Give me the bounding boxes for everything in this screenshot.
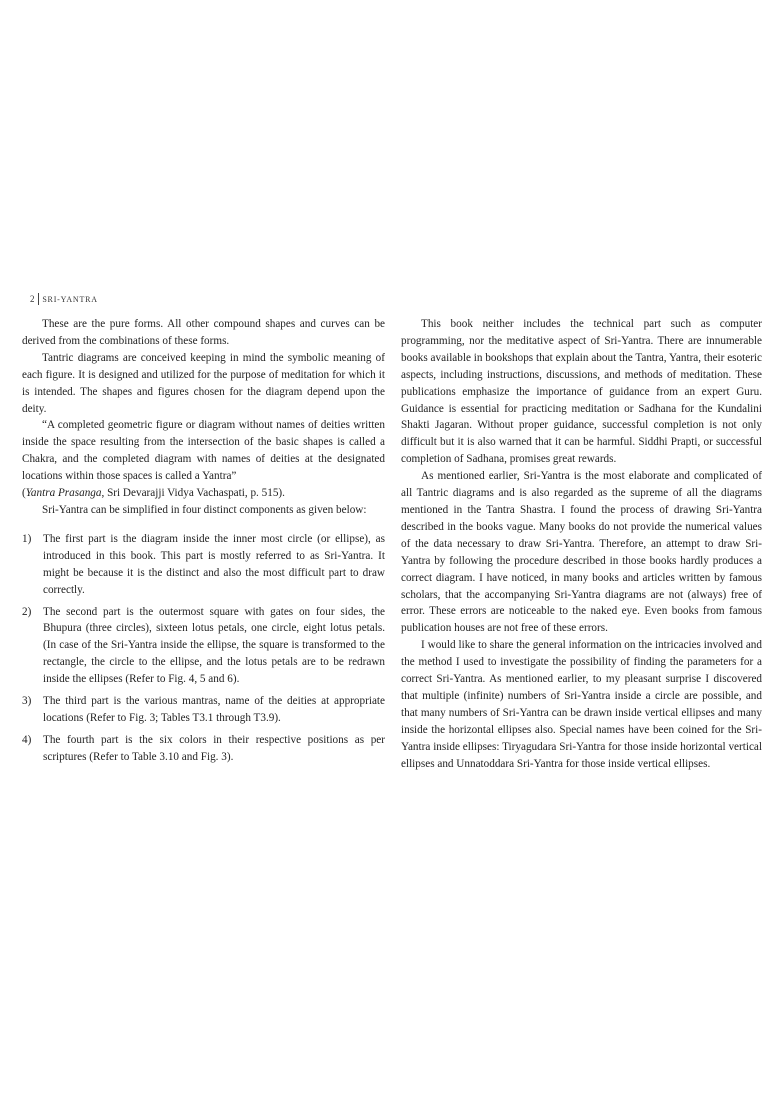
citation: (Yantra Prasanga, Sri Devarajji Vidya Vachaspati, p. 515).: [22, 487, 285, 500]
paragraph: Sri-Yantra can be simplified in four distinct components as given below:: [42, 503, 367, 516]
components-list: [22, 531, 385, 766]
paragraph: As mentioned earlier, Sri-Yantra is the most elaborate and complicated of all Tantric diagrams and is also regarded as the supreme of all the diagrams mentioned in the Tantra Shastra. I found the process of drawing Sri-Yantra described in the books vague. Many books do not provide the numerical values of the data necessary to draw Sri-Yantra. Therefore, an attempt to draw Sri-Yantra by following the procedure described in those books hardly produces a correct diagram. I have noticed, in many books and articles written by famous scholars, that the accompanying Sri-Yantra diagrams are not (always) free of error. These errors are noticeable to the naked eye. Even books from famous publication houses are not free of these errors.: [401, 470, 762, 635]
paragraph: This book neither includes the technical part such as computer programming, nor the meditative aspect of Sri-Yantra. There are innumerable books available in bookshops that explain about the Tantra, Yantra, their esoteric aspects, including instructions, discussions, and methods of meditation. These publications emphasize the importance of guidance from an expert Guru. Guidance is essential for practicing meditation or Sadhana for the Kundalini Shakti Jagaran. Without proper guidance, successful completion is not only difficult but it is also warned that it can be harmful. Siddhi Prapti, or successful completion of Sadhana, promises great rewards.: [401, 318, 762, 466]
list-item-text: The third part is the various mantras, name of the deities at appropriate locations (Refer to Fig. 3; Tables T3.1 through T3.9).: [43, 695, 385, 724]
page-number: 2: [30, 294, 36, 304]
list-item: [22, 604, 385, 689]
list-item-number: 1): [22, 532, 32, 545]
list-item: [22, 732, 385, 766]
list-item-number: 3): [22, 695, 32, 708]
left-column: [22, 316, 385, 771]
paragraph: I would like to share the general information on the intricacies involved and the method I used to investigate the possibility of finding the parameters for a correct Sri-Yantra. As mentioned earlier, to my pleasant surprise I discovered that multiple (infinite) numbers of Sri-Yantra inside a circle are possible, and that many numbers of Sri-Yantra can be drawn inside vertical ellipses and many inside the horizontal ellipses also. Special names have been coined for the Sri-Yantra inside ellipses: Tiryagudara Sri-Yantra for those inside horizontal vertical ellipses and Unnatoddara Sri-Yantra for those inside vertical ellipses.: [401, 639, 762, 770]
running-title: SRI-YANTRA: [42, 294, 98, 304]
list-item-text: The fourth part is the six colors in their respective positions as per scriptures (Refer to Table 3.10 and Fig. 3).: [43, 733, 385, 763]
right-column: [401, 316, 762, 772]
paragraph: Tantric diagrams are conceived keeping in mind the symbolic meaning of each figure. It is designed and utilized for the purpose of meditation for which it is intended. The shapes and figures chosen for the diagram depend upon the deity.: [22, 351, 385, 415]
list-item-number: 4): [22, 733, 32, 746]
list-item-number: 2): [22, 605, 32, 618]
header-divider: [38, 293, 39, 305]
page-header: [30, 293, 98, 305]
list-item-text: The first part is the diagram inside the inner most circle (or ellipse), as introduced in this book. This part is mostly referred to as Sri-Yantra. It might be because it is the distinct and also the most difficult part to draw correctly.: [43, 532, 385, 596]
paragraph: These are the pure forms. All other compound shapes and curves can be derived from the combinations of these forms.: [22, 318, 385, 347]
paragraph: “A completed geometric figure or diagram without names of deities written inside the space resulting from the intersection of the basic shapes is called a Chakra, and the completed diagram with names of deities at the designated locations within those spaces is called a Yantra”: [22, 419, 385, 483]
list-item: [22, 531, 385, 599]
list-item-text: The second part is the outermost square with gates on four sides, the Bhupura (three circles), sixteen lotus petals, one circle, eight lotus petals. (In case of the Sri-Yantra inside the ellipse, the square is transformed to the rectangle, the circle to the ellipse, and the lotus petals are to be redrawn inside the ellipses (Refer to Fig. 4, 5 and 6).: [43, 605, 385, 686]
list-item: [22, 693, 385, 727]
citation-title: Yantra Prasanga: [25, 487, 102, 500]
